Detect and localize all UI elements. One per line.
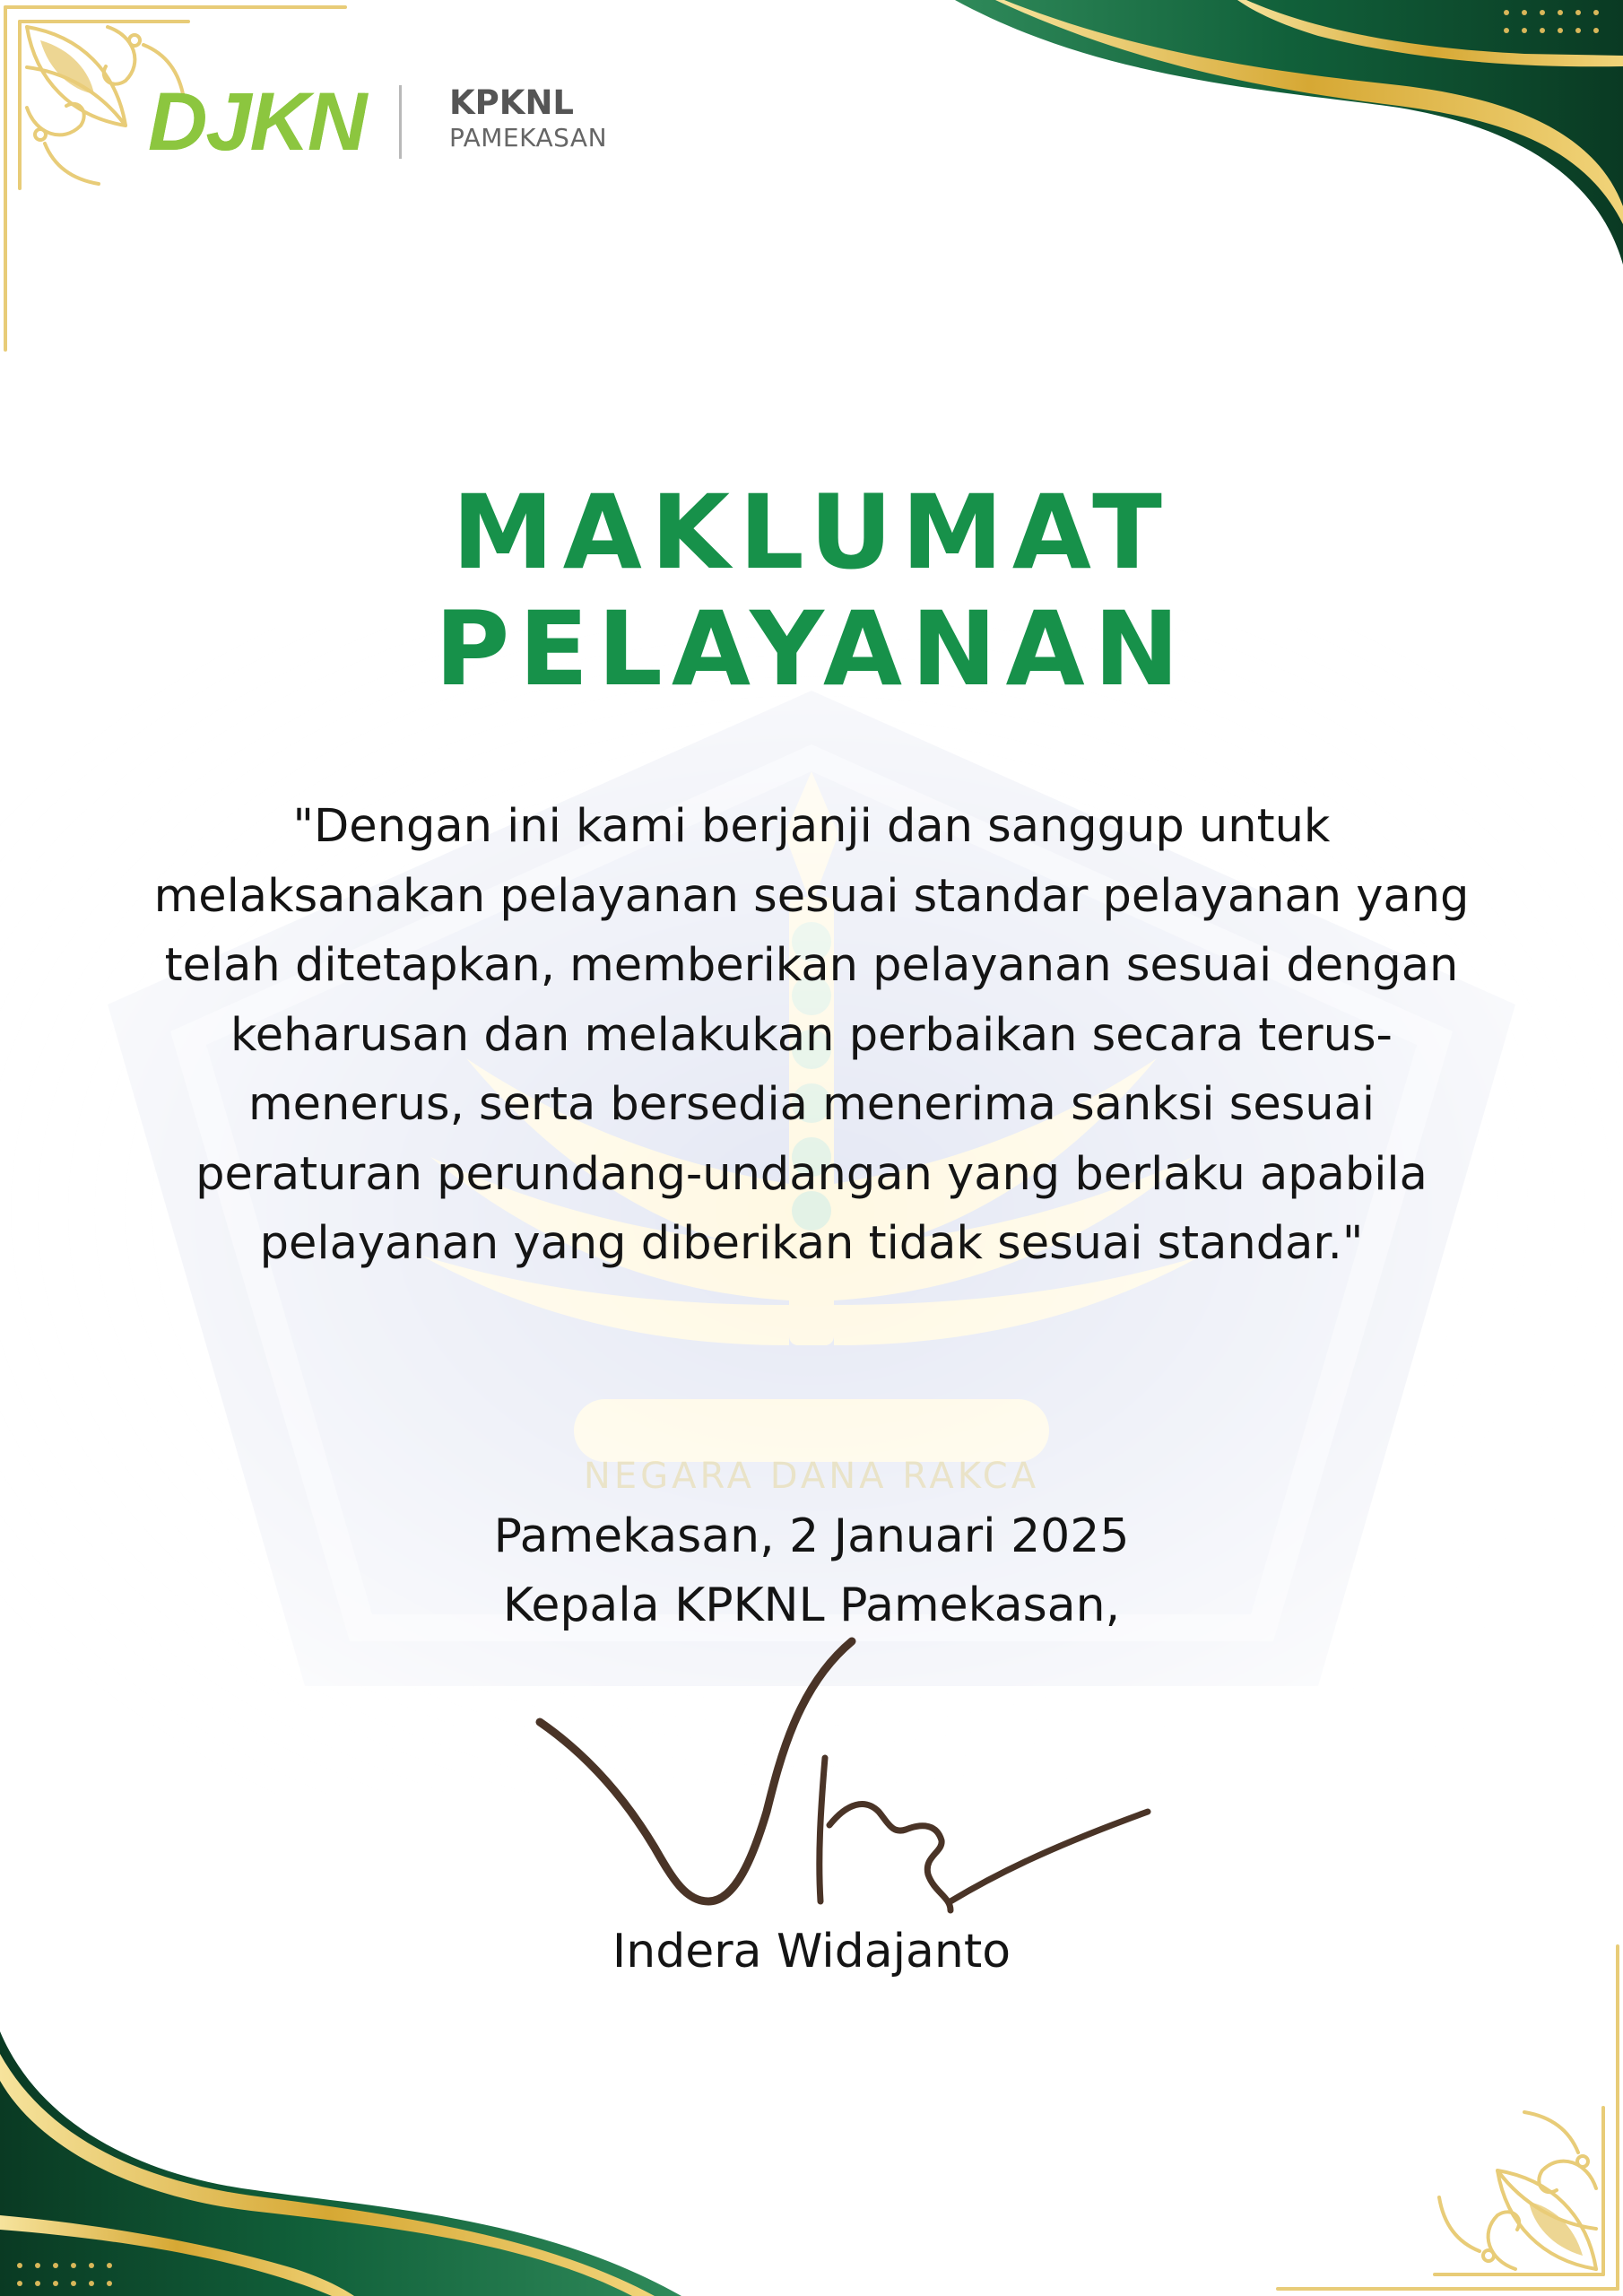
watermark-text: NEGARA DANA RAKCA	[583, 1456, 1040, 1497]
djkn-logo	[148, 76, 366, 168]
signer-name: Indera Widajanto	[612, 1925, 1011, 1979]
page-title-line2: PELAYANAN	[434, 589, 1189, 709]
djkn-logo-text: DJKN	[148, 76, 366, 168]
signer-position: Kepala KPKNL Pamekasan,	[502, 1578, 1121, 1632]
signature-image	[529, 1632, 1157, 1919]
service-statement: "Dengan ini kami berjanji dan sanggup untuk melaksanakan pelayanan sesuai standar pelayanan yang telah ditetapkan, memberikan pelayanan sesuai dengan keharusan dan melakukan perbaikan secara terus-menerus, serta bersedia menerima sanksi sesuai peraturan perundang-undangan yang berlaku apabila pelayanan yang diberikan tidak sesuai standar."	[153, 800, 1470, 1270]
office-name: KPKNL	[449, 83, 575, 122]
page-title-line1: MAKLUMAT	[452, 473, 1171, 592]
header-logo	[148, 72, 650, 170]
office-location: PAMEKASAN	[449, 123, 608, 152]
place-date: Pamekasan, 2 Januari 2025	[493, 1509, 1130, 1563]
logo-divider	[399, 85, 402, 159]
